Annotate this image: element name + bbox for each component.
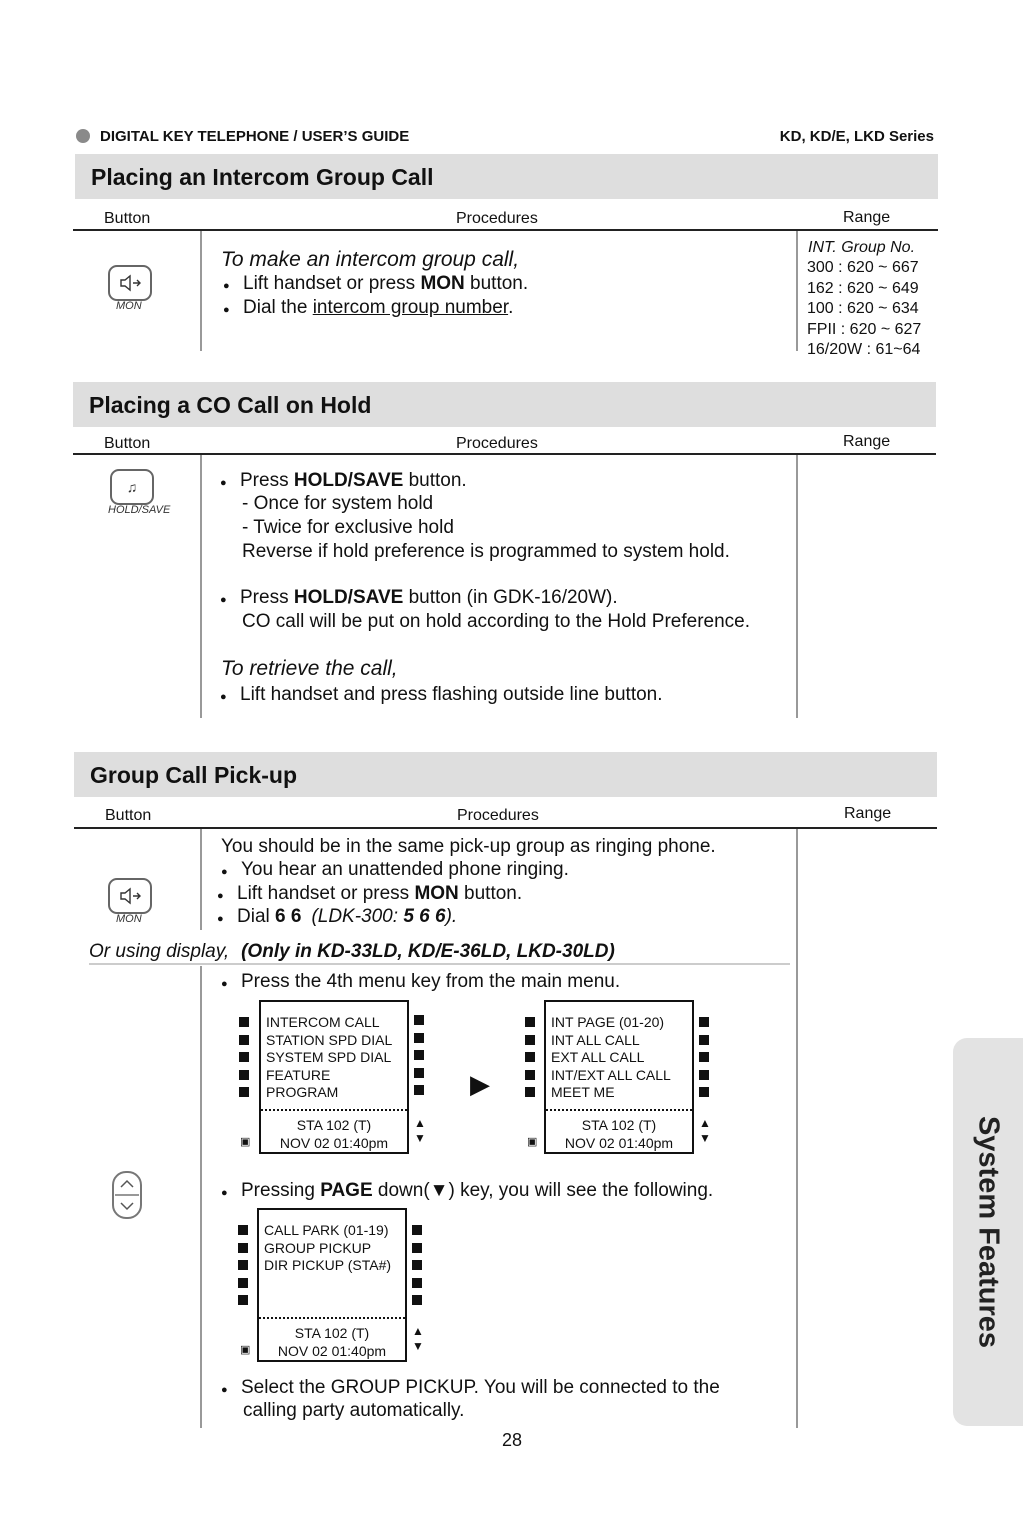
lcd-separator [259,1317,405,1319]
lcd-menu-item: SYSTEM SPD DIAL [266,1049,392,1066]
column-header-button: Button [105,807,152,824]
menu-key[interactable] [412,1243,422,1253]
page-number: 28 [501,1430,523,1450]
menu-key[interactable] [699,1035,709,1045]
intercom-group-number-link: intercom group number [312,297,509,318]
menu-key[interactable] [414,1033,424,1043]
menu-key[interactable] [412,1260,422,1270]
section-title: Placing an Intercom Group Call [91,164,434,190]
next-arrow-icon: ▶ [470,1069,490,1099]
section-intercom-group-call-title-band [75,154,938,199]
lcd-menu-item: INT ALL CALL [551,1031,640,1048]
procedure-detail: - Once for system hold [242,493,434,514]
column-header-procedures: Procedures [456,435,538,452]
column-header-procedures: Procedures [456,210,538,227]
procedure-step: ● Press HOLD/SAVE button (in GDK-16/20W). [240,586,618,610]
menu-key[interactable] [239,1070,249,1080]
lcd-menu-item: GROUP PICKUP [264,1239,372,1256]
column-header-range: Range [844,805,892,822]
menu-key[interactable] [412,1295,422,1305]
lcd-date: NOV 02 01:40pm [564,1135,674,1151]
lcd-menu-item: MEET ME [551,1084,615,1101]
menu-key[interactable] [239,1087,249,1097]
menu-key[interactable] [525,1035,535,1045]
lcd-date: NOV 02 01:40pm [277,1343,387,1359]
column-divider [200,231,202,351]
procedure-note: You should be in the same pick-up group as ringing phone. [221,836,716,857]
menu-key[interactable] [239,1035,249,1045]
menu-key[interactable] [414,1085,424,1095]
speaker-key-icon[interactable]: ▣ [240,1136,251,1148]
lcd-separator [546,1109,692,1111]
lcd-separator [261,1109,407,1111]
menu-key-column-left [238,1225,248,1305]
mon-key-label: MON [116,300,142,312]
side-tab-system-features [953,1038,1023,1426]
procedure-detail: - Twice for exclusive hold [242,517,454,538]
lcd-menu-item: PROGRAM [266,1084,339,1101]
menu-key[interactable] [238,1295,248,1305]
menu-key[interactable] [412,1278,422,1288]
menu-key[interactable] [239,1017,249,1027]
column-divider [796,455,798,718]
range-item: 16/20W : 61~64 [807,341,921,358]
table-rule [74,827,937,829]
lcd-status: STA 102 (T) [296,1117,372,1133]
column-header-range: Range [843,433,891,450]
music-note-icon: ♫ [126,479,138,495]
menu-key[interactable] [525,1087,535,1097]
mon-key-icon [108,878,152,914]
column-divider [200,455,202,718]
column-divider [796,231,798,351]
header-bullet-icon [76,129,90,143]
menu-key-column-left [525,1017,535,1097]
section-title: Placing a CO Call on Hold [89,392,372,418]
table-rule [73,453,936,455]
procedure-step: ● Pressing PAGE down(▼) key, you will see the following. [241,1179,713,1203]
range-list [807,258,921,361]
procedure-step: ● Press HOLD/SAVE button. [240,469,467,493]
table-rule [73,229,938,231]
header-series: KD, KD/E, LKD Series [779,128,934,145]
procedure-step: ● Lift handset or press MON button. [237,882,522,906]
menu-key[interactable] [699,1052,709,1062]
menu-key-column-right [412,1225,422,1305]
procedure-step: ● Select the GROUP PICKUP. You will be connected to the [241,1376,720,1400]
procedure-intro: To retrieve the call, [221,657,398,680]
lcd-date: NOV 02 01:40pm [279,1135,389,1151]
procedure-step: ● Lift handset or press MON button. [243,272,528,296]
lcd-menu-item: INT PAGE (01-20) [551,1014,665,1030]
hold-save-key-icon [110,469,154,505]
section-co-call-hold-title-band [73,382,936,427]
column-header-range: Range [843,209,891,226]
menu-key-column-right [699,1017,709,1097]
divider [89,963,790,965]
menu-key[interactable] [414,1068,424,1078]
lcd-status: STA 102 (T) [294,1325,370,1341]
header-title: DIGITAL KEY TELEPHONE / USER’S GUIDE [100,128,410,145]
menu-key[interactable] [238,1260,248,1270]
menu-key[interactable] [699,1087,709,1097]
section-title: Group Call Pick-up [90,762,298,788]
procedure-step: ● Dial the intercom group number. [243,296,513,320]
lcd-display-intercom-menu [544,1000,694,1154]
menu-key[interactable] [699,1017,709,1027]
menu-key-column-left [239,1017,249,1097]
menu-key[interactable] [239,1052,249,1062]
lcd-menu-item: INT/EXT ALL CALL [551,1066,671,1083]
page-updown-arrows-icon[interactable]: ▲ ▼ [412,1324,424,1353]
column-header-button: Button [104,210,151,227]
menu-key[interactable] [525,1017,535,1027]
lcd-menu-item: INTERCOM CALL [266,1014,380,1030]
procedure-step: ● Dial 6 6 (LDK-300: 5 6 6). [237,905,457,929]
column-divider [200,966,202,1428]
procedure-step: ● Press the 4th menu key from the main menu. [241,970,620,994]
menu-key[interactable] [238,1278,248,1288]
lcd-menu-item: DIR PICKUP (STA#) [264,1257,392,1274]
range-item: FPII : 620 ~ 627 [807,320,922,338]
lcd-menu-item: CALL PARK (01-19) [264,1222,389,1238]
lcd-menu-item: STATION SPD DIAL [266,1031,393,1048]
page-key-icon [111,1170,143,1225]
lcd-display-pickup-menu [257,1208,407,1362]
section-group-call-pickup-title-band [74,752,937,797]
display-option-note: Or using display, (Only in KD-33LD, KD/E-36LD, LKD-30LD) [89,941,615,962]
mon-key-icon [108,265,152,301]
range-title: INT. Group No. [808,239,916,256]
speaker-key-icon[interactable]: ▣ [240,1344,251,1356]
side-tab-label: System Features [972,1115,1005,1349]
menu-key-column-right [414,1015,424,1095]
range-item: 100 : 620 ~ 634 [807,300,919,317]
mon-key-label: MON [116,913,142,925]
column-header-procedures: Procedures [457,807,539,824]
menu-key[interactable] [238,1243,248,1253]
procedure-step: ● Lift handset and press flashing outside line button. [240,683,663,707]
hold-save-key-label: HOLD/SAVE [108,504,171,516]
range-item: 162 : 620 ~ 649 [807,279,919,297]
range-item: 300 : 620 ~ 667 [807,259,919,276]
procedure-step: ● You hear an unattended phone ringing. [241,858,569,882]
procedure-intro: To make an intercom group call, [221,248,520,271]
menu-key[interactable] [414,1015,424,1025]
menu-key[interactable] [525,1070,535,1080]
column-divider [200,829,202,930]
procedure-detail: Reverse if hold preference is programmed to system hold. [242,541,730,562]
lcd-status: STA 102 (T) [581,1117,657,1133]
lcd-menu-item: EXT ALL CALL [551,1049,645,1066]
procedure-detail: CO call will be put on hold according to the Hold Preference. [242,611,750,632]
page-updown-arrows-icon[interactable]: ▲ ▼ [699,1116,711,1145]
page-updown-arrows-icon[interactable]: ▲ ▼ [414,1116,426,1145]
column-header-button: Button [104,435,151,452]
menu-key[interactable] [238,1225,248,1235]
lcd-menu-item: FEATURE [266,1066,331,1083]
menu-key[interactable] [525,1052,535,1062]
menu-key[interactable] [699,1070,709,1080]
menu-key[interactable] [412,1225,422,1235]
column-divider [796,829,798,1428]
lcd-display-main-menu [259,1000,409,1154]
procedure-detail: calling party automatically. [243,1400,465,1421]
menu-key[interactable] [414,1050,424,1060]
speaker-key-icon[interactable]: ▣ [527,1136,538,1148]
